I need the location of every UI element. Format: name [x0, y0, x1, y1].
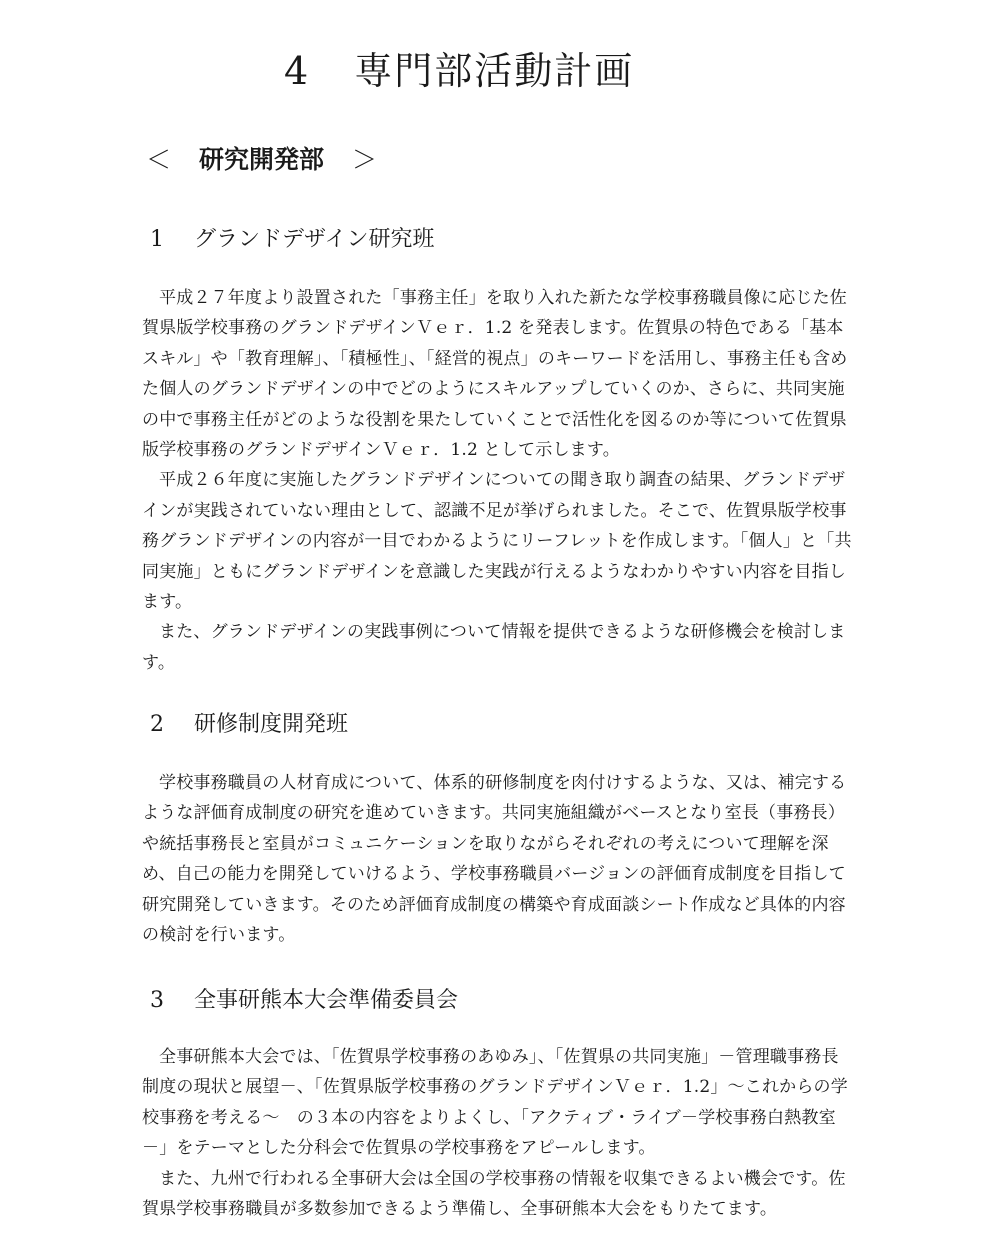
- section-body: [142, 283, 854, 678]
- department-heading: [146, 140, 377, 176]
- section-title: グランドデザイン研究班: [194, 227, 435, 252]
- section-heading: [150, 983, 458, 1014]
- paragraph: 学校事務職員の人材育成について、体系的研修制度を肉付けするような、又は、補完するような評価育成制度の研究を進めていきます。共同実施組織がベースとなり室長（事務長）や統括事務長と室員がコミュニケーションを取りながらそれぞれの考えについて理解を深め、自己の能力を開発していけるよう、学校事務職員バージョンの評価育成制度を目指して研究開発していきます。そのため評価育成制度の構築や育成面談シート作成など具体的内容の検討を行います。: [142, 773, 847, 946]
- paragraph: また、グランドデザインの実践事例について情報を提供できるような研修機会を検討します。: [142, 622, 846, 673]
- page-title-text: 専門部活動計画: [354, 49, 635, 93]
- section-title: 研修制度開発班: [194, 712, 349, 737]
- page-title: [284, 40, 634, 95]
- paragraph: 平成２７年度より設置された「事務主任」を取り入れた新たな学校事務職員像に応じた佐賀県版学校事務のグランドデザインＶｅｒ．1.2 を発表します。佐賀県の特色である「基本スキル」や「教育理解」、「積極性」、「経営的視点」のキーワードを活用し、事務主任も含めた個人のグランドデザインの中でどのようにスキルアップしていくのか、さらに、共同実施の中で事務主任がどのような役割を果たしていくことで活性化を図るのか等について佐賀県版学校事務のグランドデザインＶｅｒ．1.2 として示します。: [142, 288, 848, 461]
- paragraph: また、九州で行われる全事研大会は全国の学校事務の情報を収集できるよい機会です。佐賀県学校事務職員が多数参加できるよう準備し、全事研熊本大会をもりたてます。: [142, 1168, 846, 1220]
- left-bracket: ＜: [146, 145, 172, 174]
- department-name: 研究開発部: [199, 145, 325, 174]
- section-body: [142, 1042, 854, 1224]
- section-body: [142, 768, 854, 950]
- paragraph: 全事研熊本大会では、「佐賀県学校事務のあゆみ」、「佐賀県の共同実施」－管理職事務長制度の現状と展望－、「佐賀県版学校事務のグランドデザインＶｅｒ．1.2」～これからの学校事務を考える～ の３本の内容をよりよくし、「アクティブ・ライブ－学校事務白熱教室－」をテーマとした分科会で佐賀県の学校事務をアピールします。: [142, 1047, 848, 1159]
- section-heading: [150, 222, 434, 253]
- section-title: 全事研熊本大会準備委員会: [194, 988, 459, 1013]
- section-number: 3: [150, 988, 164, 1013]
- section-heading: [150, 707, 348, 738]
- page-title-number: 4: [284, 49, 311, 93]
- section-number: 1: [150, 227, 164, 252]
- paragraph: 平成２６年度に実施したグランドデザインについての聞き取り調査の結果、グランドデザインが実践されていない理由として、認識不足が挙げられました。そこで、佐賀県版学校事務グランドデザインの内容が一目でわかるようにリーフレットを作成します。「個人」と「共同実施」ともにグランドデザインを意識した実践が行えるようなわかりやすい内容を目指します。: [142, 470, 852, 613]
- section-number: 2: [150, 712, 164, 737]
- right-bracket: ＞: [352, 145, 378, 174]
